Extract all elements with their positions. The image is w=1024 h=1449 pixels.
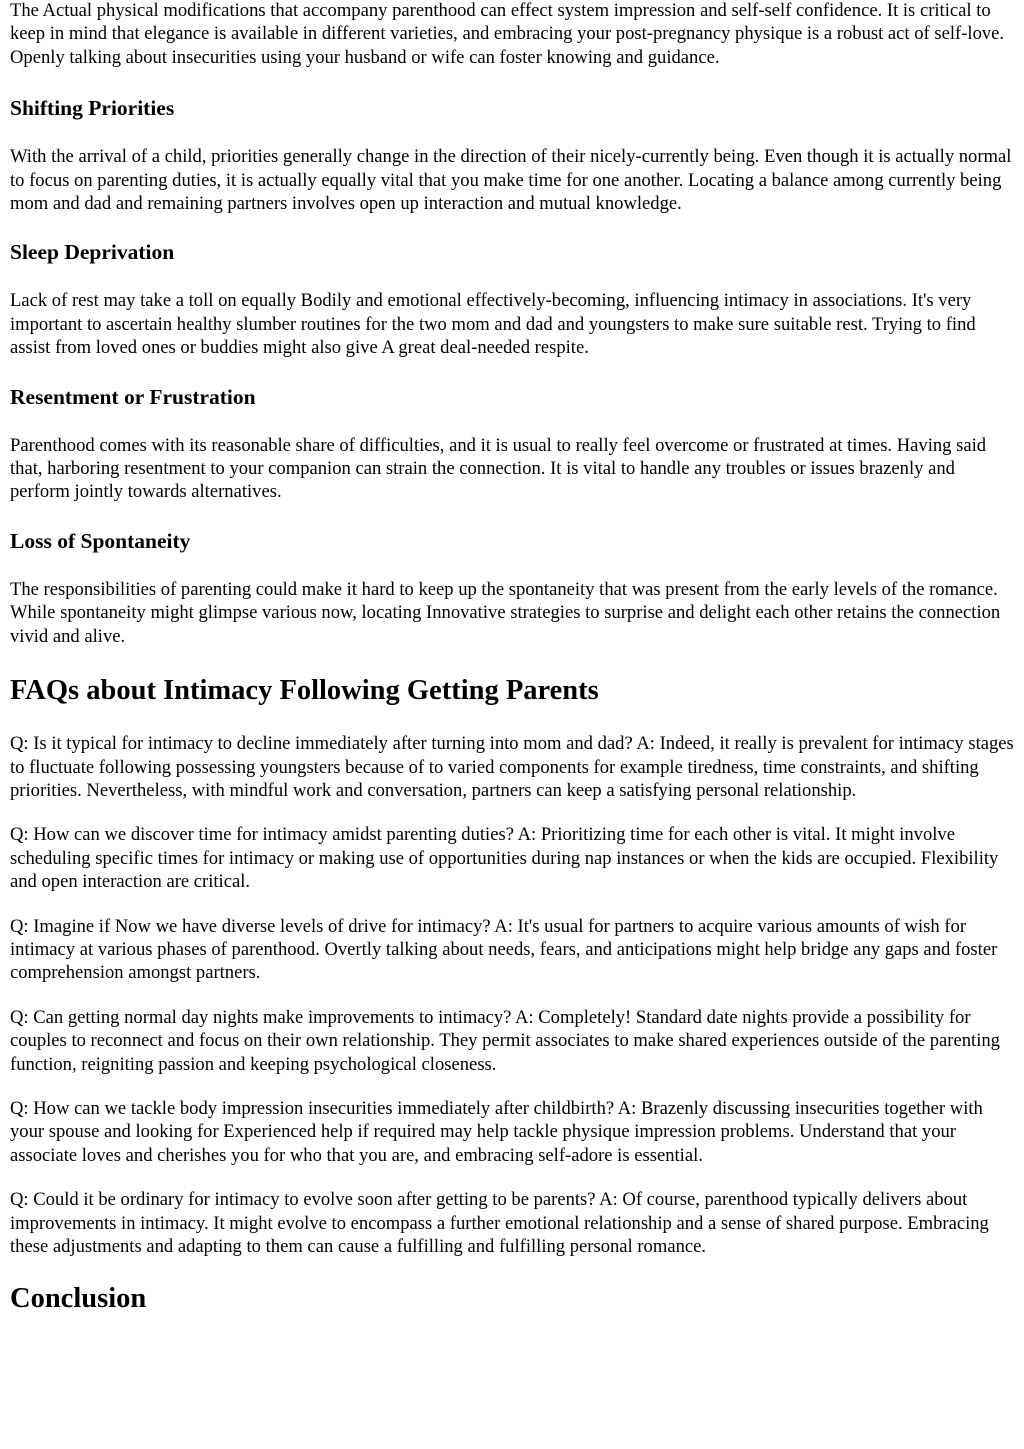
section-heading-shifting-priorities: Shifting Priorities bbox=[10, 96, 175, 121]
section-paragraph-loss-of-spontaneity: The responsibilities of parenting could make it hard to keep up the spontaneity that was present from the early levels of the romance. While spontaneity might glimpse various now, locating Innovative strategies to surprise and delight each other retains the connection vivid and alive. bbox=[10, 578, 1001, 647]
section-paragraph-shifting-priorities: With the arrival of a child, priorities generally change in the direction of their nicely-currently being. Even though it is actually normal to focus on parenting duties, it is actually equally vital that you make time for one another. Locating a balance among currently being mom and dad and remaining partners involves open up interaction and mutual knowledge. bbox=[10, 146, 1012, 215]
section-heading-resentment: Resentment or Frustration bbox=[10, 384, 256, 409]
faq-item: Q: Imagine if Now we have diverse levels of drive for intimacy? A: It's usual for partners to acquire various amounts of wish for intimacy at various phases of parenthood. Overtly talking about needs, fears, and anticipations might help bridge any gaps and foster comprehension amongst partners. bbox=[10, 915, 998, 984]
section-paragraph-sleep-deprivation: Lack of rest may take a toll on equally Bodily and emotional effectively-becoming, influencing intimacy in associations. It's very important to ascertain healthy slumber routines for the two mom and dad and youngsters to make sure suitable rest. Trying to find assist from loved ones or buddies might also give A great deal-needed respite. bbox=[10, 290, 976, 359]
section-heading-loss-of-spontaneity: Loss of Spontaneity bbox=[10, 528, 191, 553]
section-heading-sleep-deprivation: Sleep Deprivation bbox=[10, 240, 175, 265]
faq-item: Q: How can we discover time for intimacy amidst parenting duties? A: Prioritizing time for each other is vital. It might involve scheduling specific times for intimacy or making use of opportunities during nap instances or when the kids are occupied. Flexibility and open interaction are critical. bbox=[10, 824, 999, 893]
section-paragraph-resentment: Parenthood comes with its reasonable share of difficulties, and it is usual to really feel overcome or frustrated at times. Having said that, harboring resentment to your companion can strain the connection. It is vital to handle any troubles or issues brazenly and perform jointly towards alternatives. bbox=[10, 434, 987, 503]
faq-heading: FAQs about Intimacy Following Getting Parents bbox=[10, 675, 599, 707]
faq-item: Q: Is it typical for intimacy to decline immediately after turning into mom and dad? A: Indeed, it really is prevalent for intimacy stages to fluctuate following possessing youngsters because of to varied components for example tiredness, time constraints, and shifting priorities. Nevertheless, with mindful work and conversation, partners can keep a satisfying personal relationship. bbox=[10, 733, 1014, 801]
faq-item: Q: How can we tackle body impression insecurities immediately after childbirth? A: Brazenly discussing insecurities together with your spouse and looking for Experienced help if required may help tackle physique impression problems. Understand that your associate loves and cherishes you for who that you are, and embracing self-adore is essential. bbox=[10, 1097, 983, 1166]
conclusion-heading: Conclusion bbox=[10, 1283, 147, 1315]
faq-item: Q: Could it be ordinary for intimacy to evolve soon after getting to be parents? A: Of course, parenthood typically delivers about improvements in intimacy. It might evolve to encompass a further emotional relationship and a sense of shared purpose. Embracing these adjustments and adapting to them can cause a fulfilling and fulfilling personal romance. bbox=[10, 1189, 989, 1257]
intro-paragraph: The Actual physical modifications that accompany parenthood can effect system impression and self-self confidence. It is critical to keep in mind that elegance is available in different varieties, and embracing your post-pregnancy physique is a robust act of self-love. Openly talking about insecurities using your husband or wife can foster knowing and guidance. bbox=[10, 0, 1005, 68]
faq-item: Q: Can getting normal day nights make improvements to intimacy? A: Completely! Standard date nights provide a possibility for couples to reconnect and focus on their own relationship. They permit associates to make shared experiences outside of the parenting function, reigniting passion and keeping psychological closeness. bbox=[10, 1006, 1000, 1075]
